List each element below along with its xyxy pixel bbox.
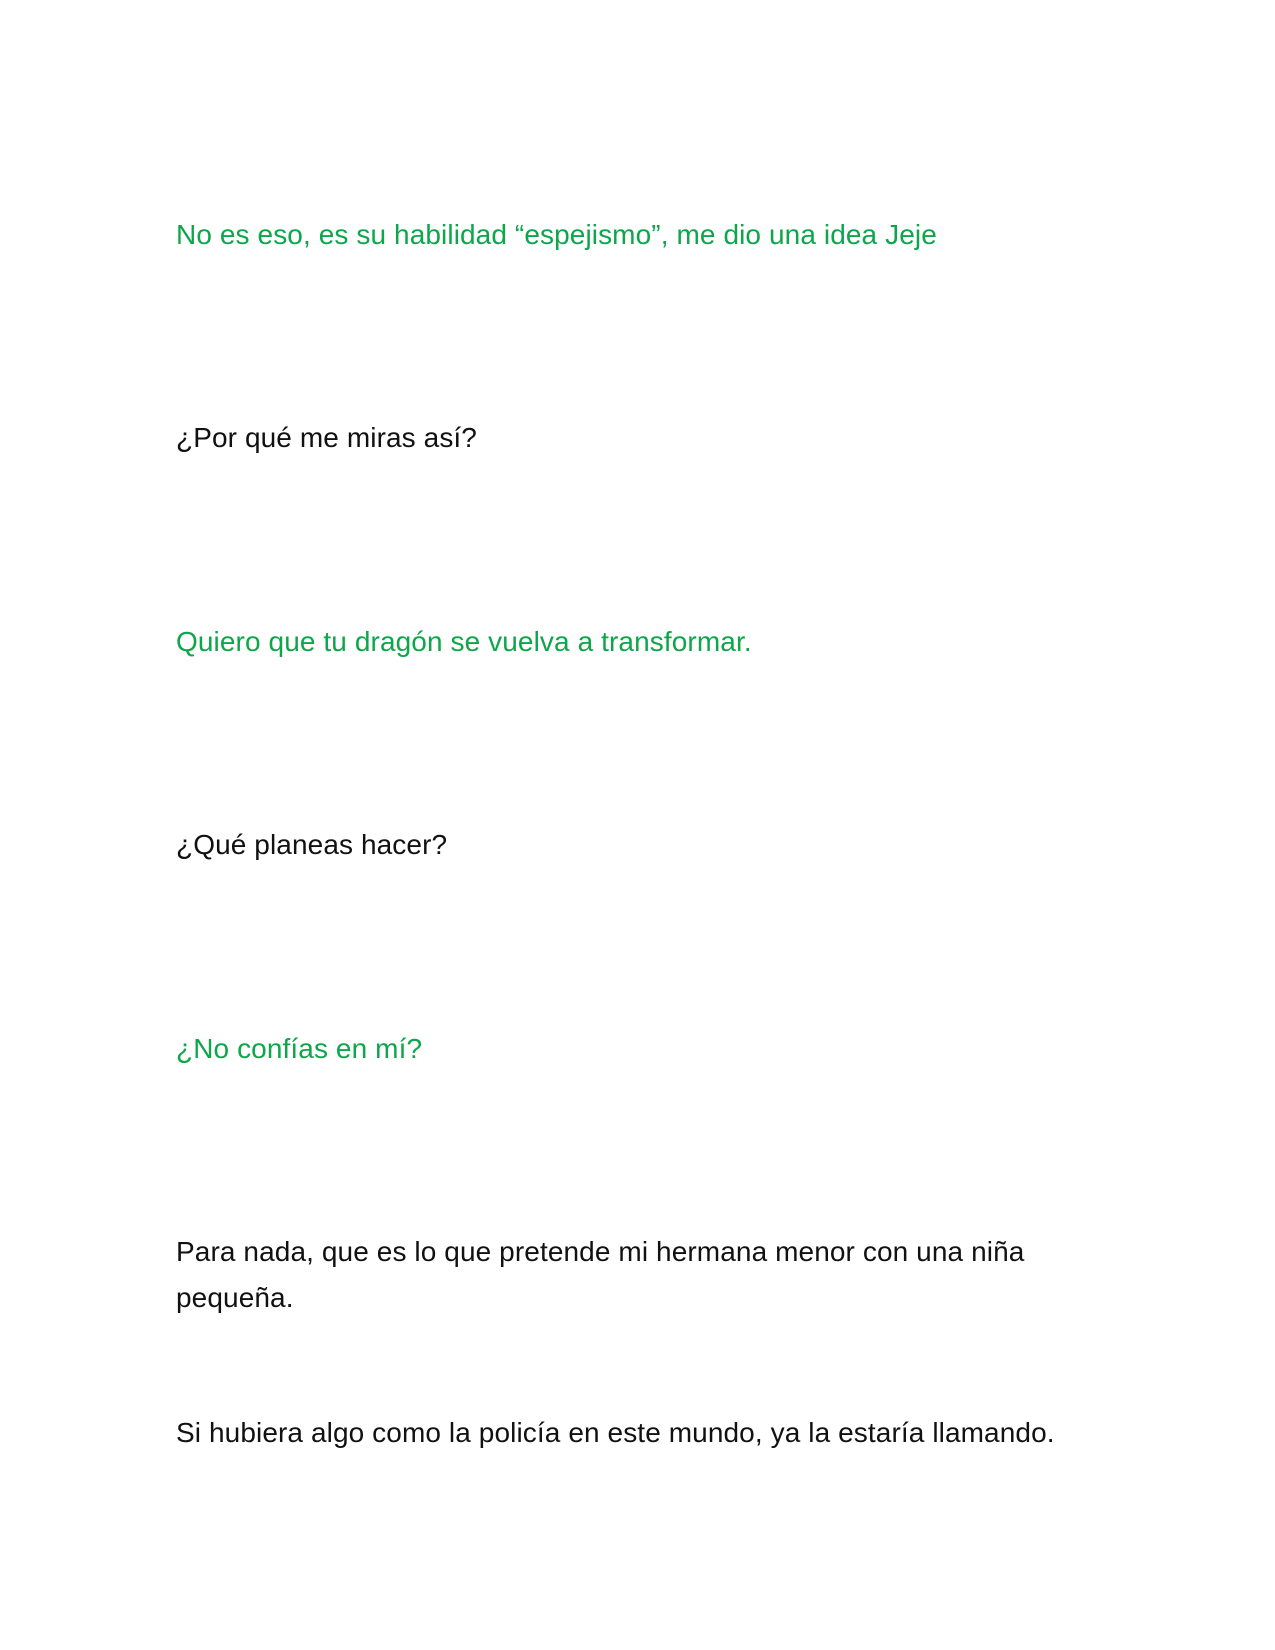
dialogue-line: No es eso, es su habilidad “espejismo”, me dio una idea Jeje <box>176 219 937 250</box>
dialogue-line: ¿No confías en mí? <box>176 1033 423 1064</box>
dialogue-line: ¿Qué planeas hacer? <box>176 829 448 860</box>
dialogue-line: Si hubiera algo como la policía en este mundo, ya la estaría llamando. <box>176 1417 1055 1448</box>
dialogue-line: Para nada, que es lo que pretende mi hermana menor con una niña pequeña. <box>176 1236 1025 1313</box>
dialogue-line: Quiero que tu dragón se vuelva a transformar. <box>176 626 752 657</box>
dialogue-line: ¿Por qué me miras así? <box>176 422 477 453</box>
